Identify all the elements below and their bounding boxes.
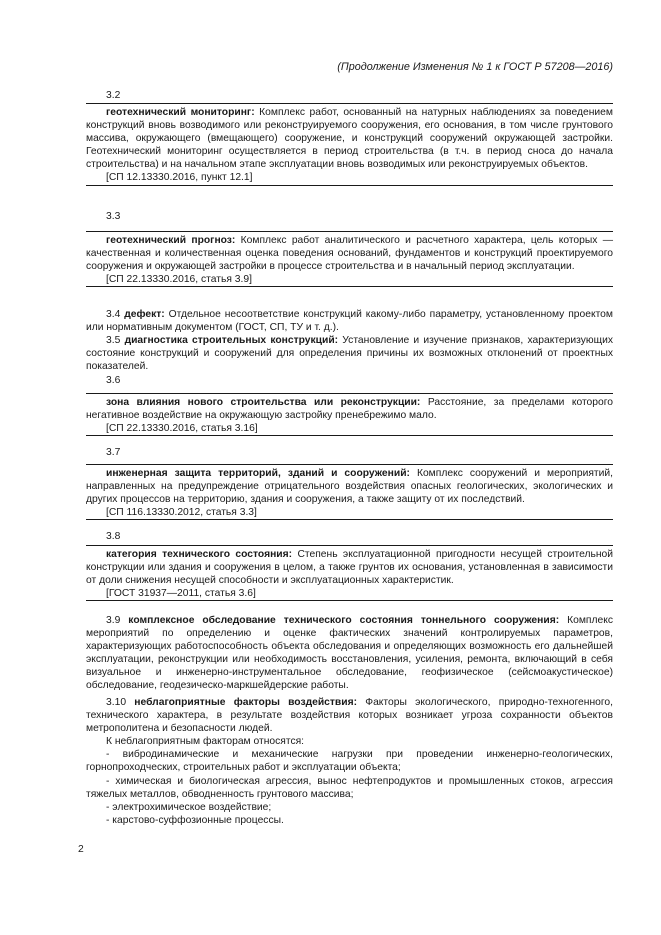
- clause-paragraph: 3.4 дефект: Отдельное несоответствие конструкций какому-либо параметру, установленному проектом или нормативным документом (ГОСТ, СП, ТУ и т. д.).: [86, 309, 613, 334]
- reference: [СП 22.13330.2016, статья 3.9]: [106, 274, 252, 286]
- definition: Комплекс мероприятий по определению и оценке фактических значений контролируемых параметров, характеризующих работоспособность объекта обследования и определяющих возможность его дальнейшей эксплуатации, реконструкции или необходимость восстановления, усиления, ремонта, включающий в себя визуальное и инженерно-инструментальное обследование, геофизическое (сейсмоакустическое) обследование, геодезическо-маркшейдерские работы.: [86, 615, 613, 692]
- clause-number: 3.7: [106, 447, 121, 458]
- definition-box: [86, 231, 613, 287]
- clause-number: 3.6: [106, 375, 121, 386]
- page-number: 2: [78, 844, 84, 855]
- reference: [ГОСТ 31937—2011, статья 3.6]: [106, 588, 256, 600]
- list-item: - электрохимическое воздействие;: [106, 801, 272, 813]
- reference: [СП 12.13330.2016, пункт 12.1]: [106, 172, 253, 184]
- term: неблагоприятные факторы воздействия:: [134, 697, 358, 708]
- term: дефект:: [124, 309, 165, 320]
- definition: Отдельное несоответствие конструкций какому-либо параметру, установленному проектом или нормативным документом (ГОСТ, СП, ТУ и т. д.).: [86, 309, 613, 334]
- reference: [СП 116.13330.2012, статья 3.3]: [106, 507, 257, 519]
- term: инженерная защита территорий, зданий и сооружений:: [106, 468, 410, 479]
- continuation-header: (Продолжение Изменения № 1 к ГОСТ Р 57208—2016): [337, 61, 613, 73]
- list-item: - химическая и биологическая агрессия, вынос нефтепродуктов и промышленных стоков, агрессия тяжелых металлов, обводненность грунтового массива;: [86, 775, 613, 800]
- definition-box: [86, 545, 613, 601]
- list-item: - карстово-суффозионные процессы.: [106, 814, 284, 826]
- definition-text: [86, 234, 613, 273]
- definition-box: [86, 464, 613, 520]
- term: диагностика строительных конструкций:: [124, 335, 339, 346]
- clause-paragraph: 3.9 комплексное обследование технического состояния тоннельного сооружения: Комплекс мероприятий по определению и оценке фактических значений контролируемых параметров, характеризующих работоспособность объекта обследования и определяющих возможность его дальнейшей эксплуатации, реконструкции или необходимость восстановления, усиления, ремонта, включающий в себя визуальное и инженерно-инструментальное обследование, геофизическое (сейсмоакустическое) обследование, геодезическо-маркшейдерские работы.: [86, 615, 613, 692]
- definition: Степень эксплуатационной пригодности несущей строительной конструкции или здания и сооружения в целом, а также грунтов их основания, установленная в зависимости от доли снижения несущей способности и эксплуатационных характеристик.: [86, 549, 613, 587]
- definition-text: [86, 467, 613, 506]
- definition-box: [86, 103, 613, 186]
- clause-number: 3.3: [106, 211, 121, 222]
- clause-paragraph: 3.5 диагностика строительных конструкций: Установление и изучение признаков, характеризующих состояние конструкций и сооружений для определения причины их возможных отклонений от проектных показателей.: [86, 335, 613, 373]
- definition-text: [86, 548, 613, 587]
- clause-number: 3.2: [106, 90, 121, 101]
- definition-text: [86, 396, 613, 422]
- definition-box: [86, 393, 613, 436]
- definition: Установление и изучение признаков, характеризующих состояние конструкций и сооружений для определения причины их возможных отклонений от проектных показателей.: [86, 335, 613, 373]
- term: геотехнический мониторинг:: [106, 107, 255, 118]
- definition: Комплекс сооружений и мероприятий, направленных на предупреждение отрицательного воздействия опасных геологических, экологических и других процессов на территорию, здания и сооружения, а также защиту от их последствий.: [86, 468, 613, 506]
- definition: Расстояние, за пределами которого негативное воздействие на окружающую застройку пренебрежимо мало.: [86, 397, 613, 422]
- term: комплексное обследование технического состояния тоннельного сооружения:: [128, 615, 560, 626]
- definition-text: [86, 106, 613, 171]
- term: зона влияния нового строительства или реконструкции:: [106, 397, 421, 408]
- list-item: - вибродинамические и механические нагрузки при проведении инженерно-геологических, горнопроходческих, строительных работ и эксплуатации объекта;: [86, 749, 613, 774]
- reference: [СП 22.13330.2016, статья 3.16]: [106, 423, 258, 435]
- definition: Комплекс работ, основанный на натурных наблюдениях за поведением конструкций вновь возводимого или реконструируемого сооружения, его основания, в том числе грунтового массива, окружающего (вмещающего) сооружение, и конструкций сооружений окружающей застройки. Геотехнический мониторинг осуществляется в период строительства (в т.ч. в период сноса до начала строительства) и на начальном этапе эксплуатации вновь возводимых или реконструируемых объектов.: [86, 107, 613, 171]
- term: категория технического состояния:: [106, 549, 293, 560]
- list-intro: К неблагоприятным факторам относятся:: [106, 736, 305, 748]
- clause-number: 3.8: [106, 531, 121, 542]
- definition: Факторы экологического, природно-техногенного, технического характера, в результате воздействия которых возникает угроза сохранности объектов метрополитена и безопасности людей.: [86, 697, 613, 735]
- term: геотехнический прогноз:: [106, 235, 236, 246]
- clause-paragraph: 3.10 неблагоприятные факторы воздействия: Факторы экологического, природно-техногенного, технического характера, в результате воздействия которых возникает угроза сохранности объектов метрополитена и безопасности людей. К неблагоприятным факторам относятся: - вибродинамические и механические нагрузки при проведении инженерно-геологических, горнопроходческих, строительных работ и эксплуатации объекта; - химическая и биологическая агрессия, вынос нефтепродуктов и промышленных стоков, агрессия тяжелых металлов, обводненность грунтового массива; - электрохимическое воздействие; - карстово-суффозионные процессы.: [86, 697, 613, 826]
- definition: Комплекс работ аналитического и расчетного характера, цель которых — качественная и количественная оценка поведения оснований, фундаментов и конструкций проектируемого сооружения и окружающей застройки в процессе строительства и в начальный период эксплуатации.: [86, 235, 614, 273]
